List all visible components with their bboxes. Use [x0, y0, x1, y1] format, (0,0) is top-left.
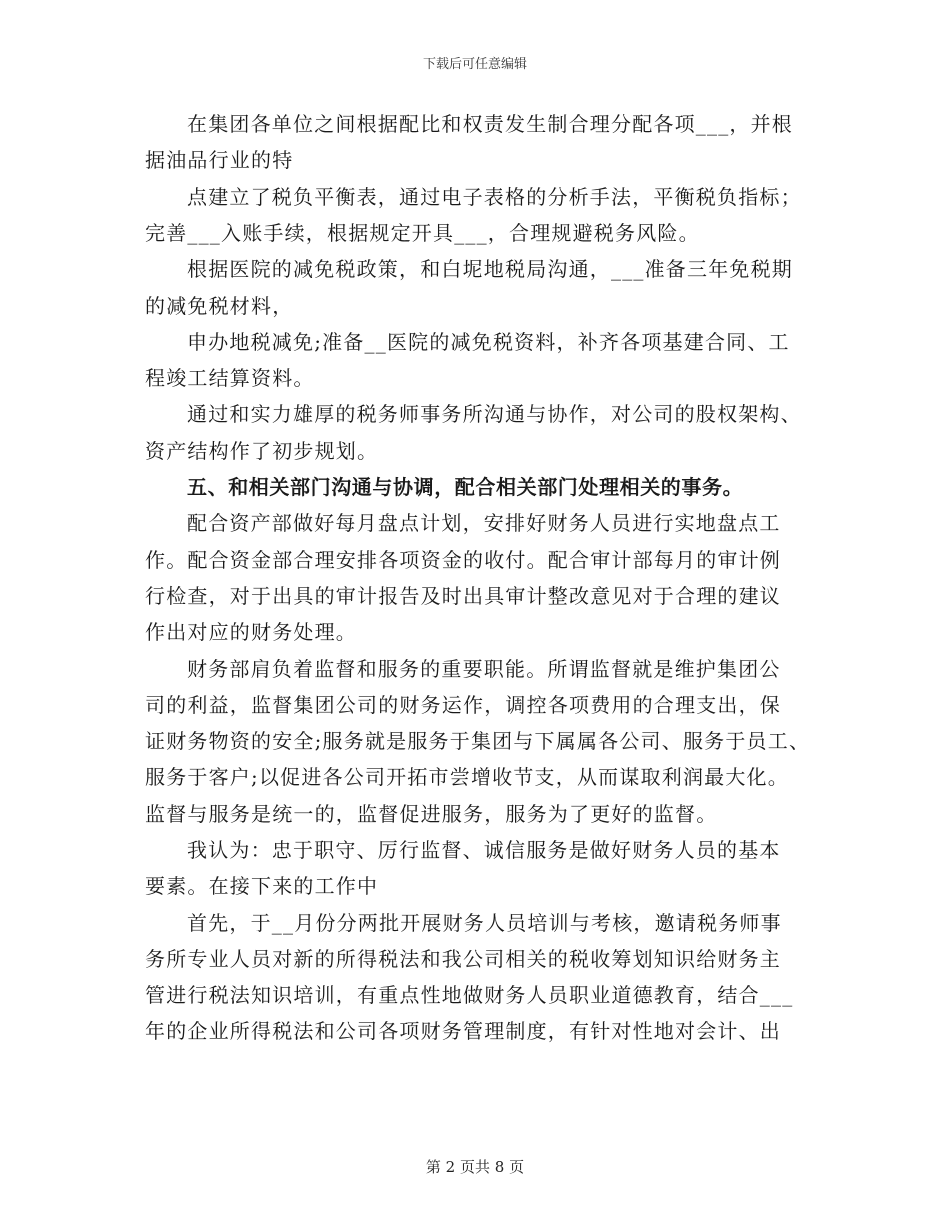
text-line: 点建立了税负平衡表，通过电子表格的分析手法，平衡税负指标； — [187, 185, 802, 209]
text-line: 资产结构作了初步规划。 — [145, 439, 379, 463]
section-heading: 五、和相关部门沟通与协调，配合相关部门处理相关的事务。 — [187, 475, 744, 499]
text-line: 证财务物资的安全;服务就是服务于集团与下属属各公司、服务于员工、 — [145, 729, 811, 753]
text-line: 配合资产部做好每月盘点计划，安排好财务人员进行实地盘点工 — [187, 511, 781, 535]
text-line: 作。配合资金部合理安排各项资金的收付。配合审计部每月的审计例 — [145, 548, 781, 572]
text-line: 程竣工结算资料。 — [145, 366, 315, 390]
text-line: 务所专业人员对新的所得税法和我公司相关的税收筹划知识给财务主 — [145, 947, 781, 971]
text-line: 根据医院的减免税政策，和白坭地税局沟通，___准备三年免税期 — [187, 257, 793, 281]
text-line: 首先，于__月份分两批开展财务人员培训与考核，邀请税务师事 — [187, 911, 782, 935]
text-line: 要素。在接下来的工作中 — [145, 874, 379, 898]
page-header: 下载后可任意编辑 — [422, 57, 527, 72]
text-line: 司的利益，监督集团公司的财务运作，调控各项费用的合理支出，保 — [145, 693, 781, 717]
text-line: 完善___入账手续，根据规定开具___，合理规避税务风险。 — [145, 221, 700, 245]
page-footer: 第 2 页共 8 页 — [425, 1158, 525, 1176]
text-line: 服务于客户;以促进各公司开拓市尝增收节支，从而谋取利润最大化。 — [145, 765, 789, 789]
text-line: 监督与服务是统一的，监督促进服务，服务为了更好的监督。 — [145, 802, 718, 826]
text-line: 财务部肩负着监督和服务的重要职能。所谓监督就是维护集团公 — [187, 657, 781, 681]
text-line: 行检查，对于出具的审计报告及时出具审计整改意见对于合理的建议 — [145, 584, 781, 608]
text-line: 通过和实力雄厚的税务师事务所沟通与协作，对公司的股权架构、 — [187, 402, 802, 426]
text-line: 我认为：忠于职守、厉行监督、诚信服务是做好财务人员的基本 — [187, 838, 781, 862]
text-line: 年的企业所得税法和公司各项财务管理制度，有针对性地对会计、出 — [145, 1019, 781, 1043]
text-line: 的减免税材料， — [145, 294, 294, 318]
text-line: 作出对应的财务处理。 — [145, 620, 357, 644]
text-line: 据油品行业的特 — [145, 148, 294, 172]
text-line: 申办地税减免;准备__医院的减免税资料，补齐各项基建合同、工 — [187, 330, 790, 354]
text-line: 管进行税法知识培训，有重点性地做财务人员职业道德教育，结合___ — [145, 983, 794, 1007]
text-line: 在集团各单位之间根据配比和权责发生制合理分配各项___，并根 — [187, 112, 793, 136]
